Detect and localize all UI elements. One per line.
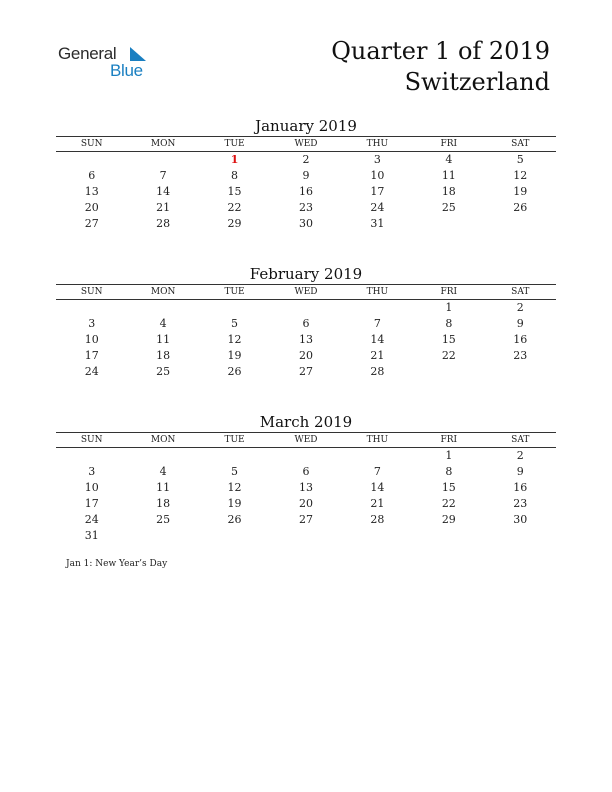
- day-cell: 4: [445, 153, 453, 166]
- weekday-header: WED: [270, 285, 341, 300]
- day-cell: 5: [231, 465, 239, 478]
- day-cell: 14: [156, 185, 171, 198]
- empty-day-cell: [270, 300, 341, 317]
- day-cell: 21: [156, 201, 171, 214]
- day-cell: 13: [298, 333, 313, 346]
- day-cell: 18: [156, 497, 171, 510]
- week-row: [56, 512, 556, 528]
- day-cell: 17: [84, 349, 99, 362]
- week-row: [56, 364, 556, 380]
- holiday-note: Jan 1: New Year’s Day: [66, 559, 168, 569]
- empty-day-cell: [127, 300, 198, 317]
- weekday-header: SUN: [56, 433, 127, 448]
- empty-day-cell: [485, 364, 556, 380]
- day-cell: 7: [373, 317, 381, 330]
- day-cell: 4: [159, 317, 167, 330]
- day-cell: 9: [302, 169, 310, 182]
- month-march: [56, 412, 556, 544]
- day-cell: 7: [373, 465, 381, 478]
- day-cell: 12: [227, 481, 242, 494]
- empty-day-cell: [485, 528, 556, 544]
- empty-day-cell: [199, 448, 270, 465]
- day-cell: 11: [441, 169, 456, 182]
- weekday-header: MON: [127, 137, 198, 152]
- day-cell: 23: [298, 201, 313, 214]
- empty-day-cell: [413, 364, 484, 380]
- day-cell: 15: [441, 481, 456, 494]
- holiday-day-cell: 1: [230, 153, 239, 166]
- weekday-header: THU: [342, 285, 413, 300]
- empty-day-cell: [56, 152, 127, 169]
- day-cell: 31: [84, 529, 99, 542]
- empty-day-cell: [127, 448, 198, 465]
- day-cell: 28: [156, 217, 171, 230]
- empty-day-cell: [342, 528, 413, 544]
- day-cell: 19: [227, 349, 242, 362]
- week-row: [56, 480, 556, 496]
- week-row: [56, 316, 556, 332]
- empty-day-cell: [56, 448, 127, 465]
- empty-day-cell: [270, 448, 341, 465]
- day-cell: 4: [159, 465, 167, 478]
- weekday-header: SAT: [485, 433, 556, 448]
- day-cell: 24: [84, 365, 99, 378]
- weekday-header: MON: [127, 433, 198, 448]
- title-quarter: Quarter 1 of 2019: [331, 37, 550, 65]
- title-country: Switzerland: [404, 68, 550, 96]
- holiday-notes: [66, 559, 167, 569]
- empty-day-cell: [56, 300, 127, 317]
- day-cell: 14: [370, 333, 385, 346]
- day-cell: 12: [227, 333, 242, 346]
- day-cell: 28: [370, 513, 385, 526]
- weekday-header: SAT: [485, 285, 556, 300]
- day-cell: 25: [441, 201, 456, 214]
- day-cell: 13: [84, 185, 99, 198]
- day-cell: 12: [513, 169, 528, 182]
- day-cell: 9: [516, 317, 524, 330]
- month-title: January 2019: [255, 117, 357, 135]
- week-row: [56, 528, 556, 544]
- day-cell: 17: [84, 497, 99, 510]
- day-cell: 18: [156, 349, 171, 362]
- weekday-header: TUE: [199, 433, 270, 448]
- day-cell: 26: [227, 365, 242, 378]
- empty-day-cell: [127, 152, 198, 169]
- page-title: [331, 36, 550, 98]
- day-cell: 24: [84, 513, 99, 526]
- weekday-header: THU: [342, 433, 413, 448]
- day-cell: 8: [445, 317, 453, 330]
- day-cell: 29: [227, 217, 242, 230]
- day-cell: 26: [513, 201, 528, 214]
- month-january: [56, 116, 556, 232]
- day-cell: 28: [370, 365, 385, 378]
- day-cell: 20: [84, 201, 99, 214]
- empty-day-cell: [485, 216, 556, 232]
- day-cell: 11: [156, 333, 171, 346]
- empty-day-cell: [342, 300, 413, 317]
- week-row: [56, 332, 556, 348]
- empty-day-cell: [270, 528, 341, 544]
- weekday-header-row: [56, 433, 556, 448]
- day-cell: 17: [370, 185, 385, 198]
- day-cell: 16: [513, 481, 528, 494]
- weekday-header-row: [56, 285, 556, 300]
- weekday-header: SAT: [485, 137, 556, 152]
- day-cell: 25: [156, 513, 171, 526]
- empty-day-cell: [342, 448, 413, 465]
- day-cell: 10: [84, 481, 99, 494]
- day-cell: 26: [227, 513, 242, 526]
- weekday-header: THU: [342, 137, 413, 152]
- calendar-grid: [56, 284, 556, 380]
- day-cell: 22: [441, 497, 456, 510]
- day-cell: 19: [227, 497, 242, 510]
- weekday-header: FRI: [413, 433, 484, 448]
- week-row: [56, 200, 556, 216]
- weekday-header: FRI: [413, 285, 484, 300]
- day-cell: 16: [513, 333, 528, 346]
- empty-day-cell: [199, 300, 270, 317]
- day-cell: 22: [227, 201, 242, 214]
- week-row: [56, 348, 556, 364]
- day-cell: 3: [88, 317, 96, 330]
- day-cell: 5: [231, 317, 239, 330]
- day-cell: 23: [513, 497, 528, 510]
- day-cell: 15: [227, 185, 242, 198]
- week-row: [56, 464, 556, 480]
- weekday-header: WED: [270, 433, 341, 448]
- day-cell: 8: [445, 465, 453, 478]
- day-cell: 22: [441, 349, 456, 362]
- week-row: [56, 496, 556, 512]
- month-february: [56, 264, 556, 380]
- month-title: February 2019: [249, 265, 363, 283]
- logo-blue-text: Blue: [110, 61, 143, 80]
- day-cell: 6: [302, 465, 310, 478]
- day-cell: 23: [513, 349, 528, 362]
- calendar-grid: [56, 432, 556, 544]
- weekday-header: FRI: [413, 137, 484, 152]
- day-cell: 29: [441, 513, 456, 526]
- day-cell: 2: [516, 301, 524, 314]
- day-cell: 1: [445, 301, 453, 314]
- day-cell: 30: [513, 513, 528, 526]
- calendar-grid: [56, 136, 556, 232]
- empty-day-cell: [199, 528, 270, 544]
- day-cell: 21: [370, 349, 385, 362]
- weekday-header: TUE: [199, 137, 270, 152]
- week-row: [56, 184, 556, 200]
- weekday-header: SUN: [56, 285, 127, 300]
- day-cell: 7: [159, 169, 167, 182]
- day-cell: 24: [370, 201, 385, 214]
- day-cell: 6: [88, 169, 96, 182]
- week-row: [56, 216, 556, 232]
- day-cell: 25: [156, 365, 171, 378]
- day-cell: 31: [370, 217, 385, 230]
- day-cell: 1: [445, 449, 453, 462]
- weekday-header: WED: [270, 137, 341, 152]
- empty-day-cell: [413, 216, 484, 232]
- day-cell: 21: [370, 497, 385, 510]
- week-row: [56, 152, 556, 169]
- logo-general-text: General: [58, 44, 117, 63]
- day-cell: 20: [298, 497, 313, 510]
- week-row: [56, 448, 556, 465]
- day-cell: 3: [88, 465, 96, 478]
- day-cell: 14: [370, 481, 385, 494]
- weekday-header: MON: [127, 285, 198, 300]
- day-cell: 30: [298, 217, 313, 230]
- day-cell: 13: [298, 481, 313, 494]
- day-cell: 11: [156, 481, 171, 494]
- week-row: [56, 300, 556, 317]
- logo: [58, 44, 168, 84]
- empty-day-cell: [127, 528, 198, 544]
- day-cell: 15: [441, 333, 456, 346]
- day-cell: 16: [298, 185, 313, 198]
- day-cell: 19: [513, 185, 528, 198]
- day-cell: 6: [302, 317, 310, 330]
- weekday-header: SUN: [56, 137, 127, 152]
- day-cell: 8: [231, 169, 239, 182]
- day-cell: 10: [84, 333, 99, 346]
- empty-day-cell: [413, 528, 484, 544]
- day-cell: 27: [298, 513, 313, 526]
- month-title: March 2019: [259, 413, 353, 431]
- day-cell: 3: [373, 153, 381, 166]
- day-cell: 10: [370, 169, 385, 182]
- day-cell: 27: [298, 365, 313, 378]
- day-cell: 2: [302, 153, 310, 166]
- day-cell: 20: [298, 349, 313, 362]
- day-cell: 27: [84, 217, 99, 230]
- day-cell: 5: [516, 153, 524, 166]
- weekday-header: TUE: [199, 285, 270, 300]
- day-cell: 2: [516, 449, 524, 462]
- week-row: [56, 168, 556, 184]
- day-cell: 18: [441, 185, 456, 198]
- day-cell: 9: [516, 465, 524, 478]
- weekday-header-row: [56, 137, 556, 152]
